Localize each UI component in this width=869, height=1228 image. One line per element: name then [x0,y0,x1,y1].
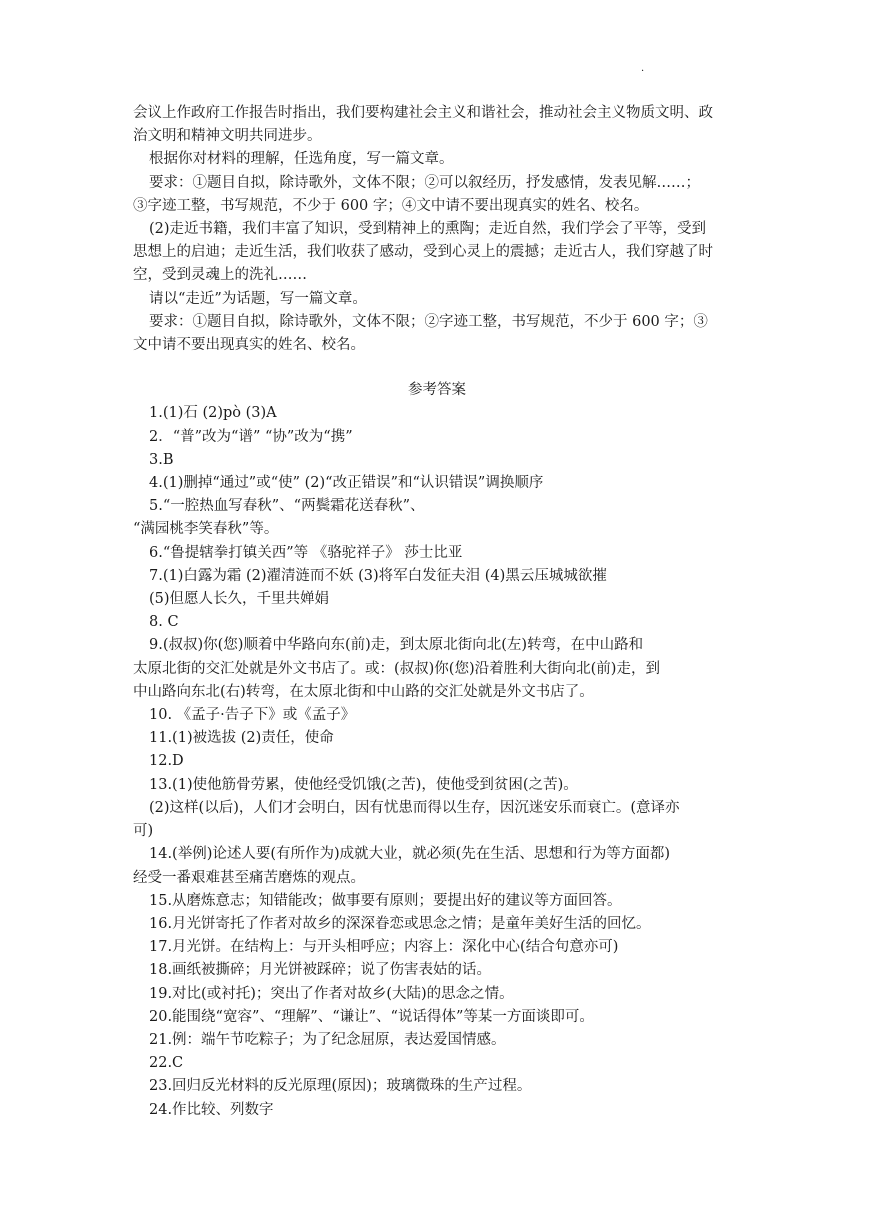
header-mark: · [641,66,645,77]
answer-line: 19.对比(或衬托)；突出了作者对故乡(大陆)的思念之情。 [149,985,514,1002]
answer-line: 经受一番艰难甚至痛苦磨炼的观点。 [133,869,365,886]
essay-line: 文中请不要出现真实的姓名、校名。 [133,337,365,354]
answer-line: 22.C [149,1055,184,1072]
essay-section [133,102,741,357]
answer-line: 5.“一腔热血写春秋”、“两鬓霜花送春秋”、 [149,498,425,515]
answer-line: (2)这样(以后)，人们才会明白，因有忧患而得以生存，因沉迷安乐而衰亡。(意译亦 [149,799,680,816]
essay-line: 要求：①题目自拟，除诗歌外，文体不限；②可以叙经历，抒发感情，发表见解……； [149,174,700,191]
answer-line: (5)但愿人长久，千里共婵娟 [149,591,330,608]
answer-line: 6.“鲁提辖拳打镇关西”等 《骆驼祥子》 莎士比亚 [149,544,463,561]
answer-line: 太原北街的交汇处就是外文书店了。或：(叔叔)你(您)沿着胜利大街向北(前)走，到 [133,660,660,677]
answer-line: 4.(1)删掉“通过”或“使” (2)“改正错误”和“认识错误”调换顺序 [149,475,544,492]
answer-line: 18.画纸被撕碎；月光饼被踩碎；说了伤害表姑的话。 [149,962,492,979]
essay-line: (2)走近书籍，我们丰富了知识，受到精神上的熏陶；走近自然，我们学会了平等，受到 [149,221,707,238]
answer-line: 中山路向东北(右)转弯，在太原北街和中山路的交汇处就是外文书店了。 [133,683,594,700]
answer-line: 可) [133,823,154,840]
answer-line: 14.(举例)论述人要(有所作为)成就大业，就必须(先在生活、思想和行为等方面都) [149,846,670,863]
answer-line: 13.(1)使他筋骨劳累，使他经受饥饿(之苦)，使他受到贫困(之苦)。 [149,776,578,793]
essay-line: ③字迹工整，书写规范，不少于 600 字；④文中请不要出现真实的姓名、校名。 [133,197,649,214]
essay-line: 会议上作政府工作报告时指出，我们要构建社会主义和谐社会，推动社会主义物质文明、政 [133,105,713,121]
answers-title: 参考答案 [408,382,466,399]
answer-line: 7.(1)白露为霜 (2)濯清涟而不妖 (3)将军白发征夫泪 (4)黑云压城城欲摧 [149,567,607,584]
answer-line: 2．“普”改为“谱” “协”改为“携” [149,428,353,445]
answer-line: 1.(1)石 (2)pò (3)A [149,405,277,422]
answer-line: 20.能围绕“宽容”、“理解”、“谦让”、“说话得体”等某一方面谈即可。 [149,1008,594,1025]
answer-line: 11.(1)被选拔 (2)责任，使命 [149,730,334,747]
essay-line: 请以“走近”为话题，写一篇文章。 [149,290,367,307]
answers-section [133,402,741,1121]
answer-line: 8. C [149,614,179,631]
answer-line: 23.回归反光材料的反光原理(原因)；玻璃微珠的生产过程。 [149,1078,532,1095]
answer-line: 16.月光饼寄托了作者对故乡的深深眷恋或思念之情；是童年美好生活的回忆。 [149,915,651,932]
answer-line: 12.D [149,753,184,770]
answer-line: 9.(叔叔)你(您)顺着中华路向东(前)走，到太原北街向北(左)转弯，在中山路和 [149,637,644,654]
essay-line: 要求：①题目自拟，除诗歌外，文体不限；②字迹工整，书写规范，不少于 600 字；③ [149,313,708,330]
answer-line: “满园桃李笑春秋”等。 [133,521,279,538]
essay-line: 治文明和精神文明共同进步。 [133,128,322,145]
answer-line: 3.B [149,451,174,468]
essay-line: 思想上的启迪；走近生活，我们收获了感动，受到心灵上的震撼；走近古人，我们穿越了时 [133,244,713,261]
answer-line: 10. 《孟子·告子下》或《孟子》 [149,707,356,724]
essay-line: 根据你对材料的理解，任选角度，写一篇文章。 [149,151,454,168]
section-spacer [133,357,741,379]
answer-line: 15.从磨炼意志；知错能改；做事要有原则；要提出好的建议等方面回答。 [149,892,622,909]
document-content [133,102,741,1122]
answer-line: 17.月光饼。在结构上：与开头相呼应；内容上：深化中心(结合句意亦可) [149,939,619,956]
essay-line: 空，受到灵魂上的洗礼…… [133,267,307,284]
answer-line: 24.作比较、列数字 [149,1101,274,1118]
answer-line: 21.例：端午节吃粽子；为了纪念屈原，表达爱国情感。 [149,1031,506,1048]
